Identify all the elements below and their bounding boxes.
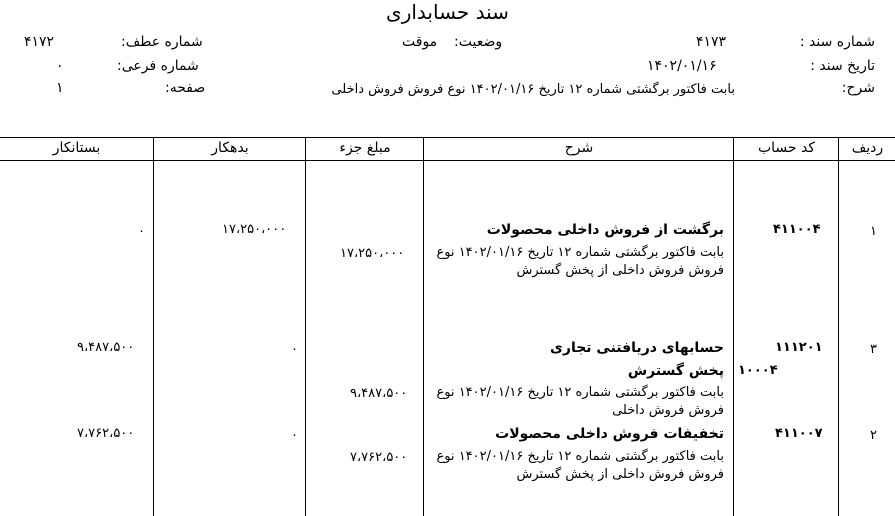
account-title: تخفیفات فروش داخلی محصولات <box>495 426 724 442</box>
row-description: بابت فاکتور برگشتی شماره ۱۲ تاریخ ۱۴۰۲/۰۱/۱۶ نوع فروش فروش داخلی از پخش گسترش <box>436 245 724 278</box>
account-title: حسابهای دریافتنی تجاری <box>550 340 724 356</box>
col-divider <box>305 137 306 516</box>
partial-amount: ۹،۴۸۷،۵۰۰ <box>350 386 408 401</box>
account-title: برگشت از فروش داخلی محصولات <box>486 222 724 238</box>
debit-amount: ۰ <box>291 342 298 357</box>
sub-account-title: پخش گسترش <box>627 363 724 379</box>
credit-amount: ۹،۴۸۷،۵۰۰ <box>77 340 135 355</box>
row-number: ۲ <box>870 428 877 443</box>
row-number: ۱ <box>870 224 877 239</box>
credit-amount: ۰ <box>138 224 145 239</box>
ref-number-label: شماره عطف: <box>121 34 203 50</box>
status-label: وضعیت: <box>454 34 503 50</box>
document-title: سند حسابداری <box>386 0 509 24</box>
date-value: ۱۴۰۲/۰۱/۱۶ <box>647 58 717 74</box>
desc-label: شرح: <box>841 80 875 96</box>
doc-number-label: شماره سند : <box>799 34 875 50</box>
credit-amount: ۷،۷۶۲،۵۰۰ <box>77 426 135 441</box>
col-header-row: ردیف <box>851 140 884 156</box>
row-description: بابت فاکتور برگشتی شماره ۱۲ تاریخ ۱۴۰۲/۰۱/۱۶ نوع فروش فروش داخلی <box>436 385 724 418</box>
header-description: بابت فاکتور برگشتی شماره ۱۲ تاریخ ۱۴۰۲/۰۱/۱۶ نوع فروش فروش داخلی <box>331 82 735 97</box>
sub-number-label: شماره فرعی: <box>117 58 199 74</box>
table-header-border <box>0 160 895 161</box>
sub-account-code: ۱۰۰۰۴ <box>738 363 778 378</box>
col-divider <box>423 137 424 516</box>
col-header-account-code: کد حساب <box>757 140 816 156</box>
account-code: ۴۱۱۰۰۷ <box>775 426 823 441</box>
col-divider <box>838 137 839 516</box>
page-label: صفحه: <box>165 80 206 96</box>
debit-amount: ۱۷،۲۵۰،۰۰۰ <box>222 222 287 237</box>
col-divider <box>733 137 734 516</box>
col-header-debit: بدهکار <box>211 140 249 156</box>
partial-amount: ۱۷،۲۵۰،۰۰۰ <box>340 246 405 261</box>
col-header-description: شرح <box>564 140 594 156</box>
table-top-border <box>0 137 895 138</box>
status-value: موقت <box>402 34 438 50</box>
debit-amount: ۰ <box>291 428 298 443</box>
account-code: ۱۱۱۲۰۱ <box>775 340 823 355</box>
col-divider <box>153 137 154 516</box>
col-header-partial-amount: مبلغ جزء <box>339 140 391 156</box>
account-code: ۴۱۱۰۰۴ <box>773 222 821 237</box>
page-value: ۱ <box>56 80 64 96</box>
doc-number-value: ۴۱۷۳ <box>696 34 727 50</box>
row-number: ۳ <box>870 342 877 357</box>
partial-amount: ۷،۷۶۲،۵۰۰ <box>350 450 408 465</box>
row-description: بابت فاکتور برگشتی شماره ۱۲ تاریخ ۱۴۰۲/۰۱/۱۶ نوع فروش فروش داخلی از پخش گسترش <box>436 449 724 482</box>
col-header-credit: بستانکار <box>52 140 101 156</box>
sub-number-value: ۰ <box>56 58 64 74</box>
ref-number-value: ۴۱۷۲ <box>24 34 55 50</box>
date-label: تاریخ سند : <box>810 58 875 74</box>
